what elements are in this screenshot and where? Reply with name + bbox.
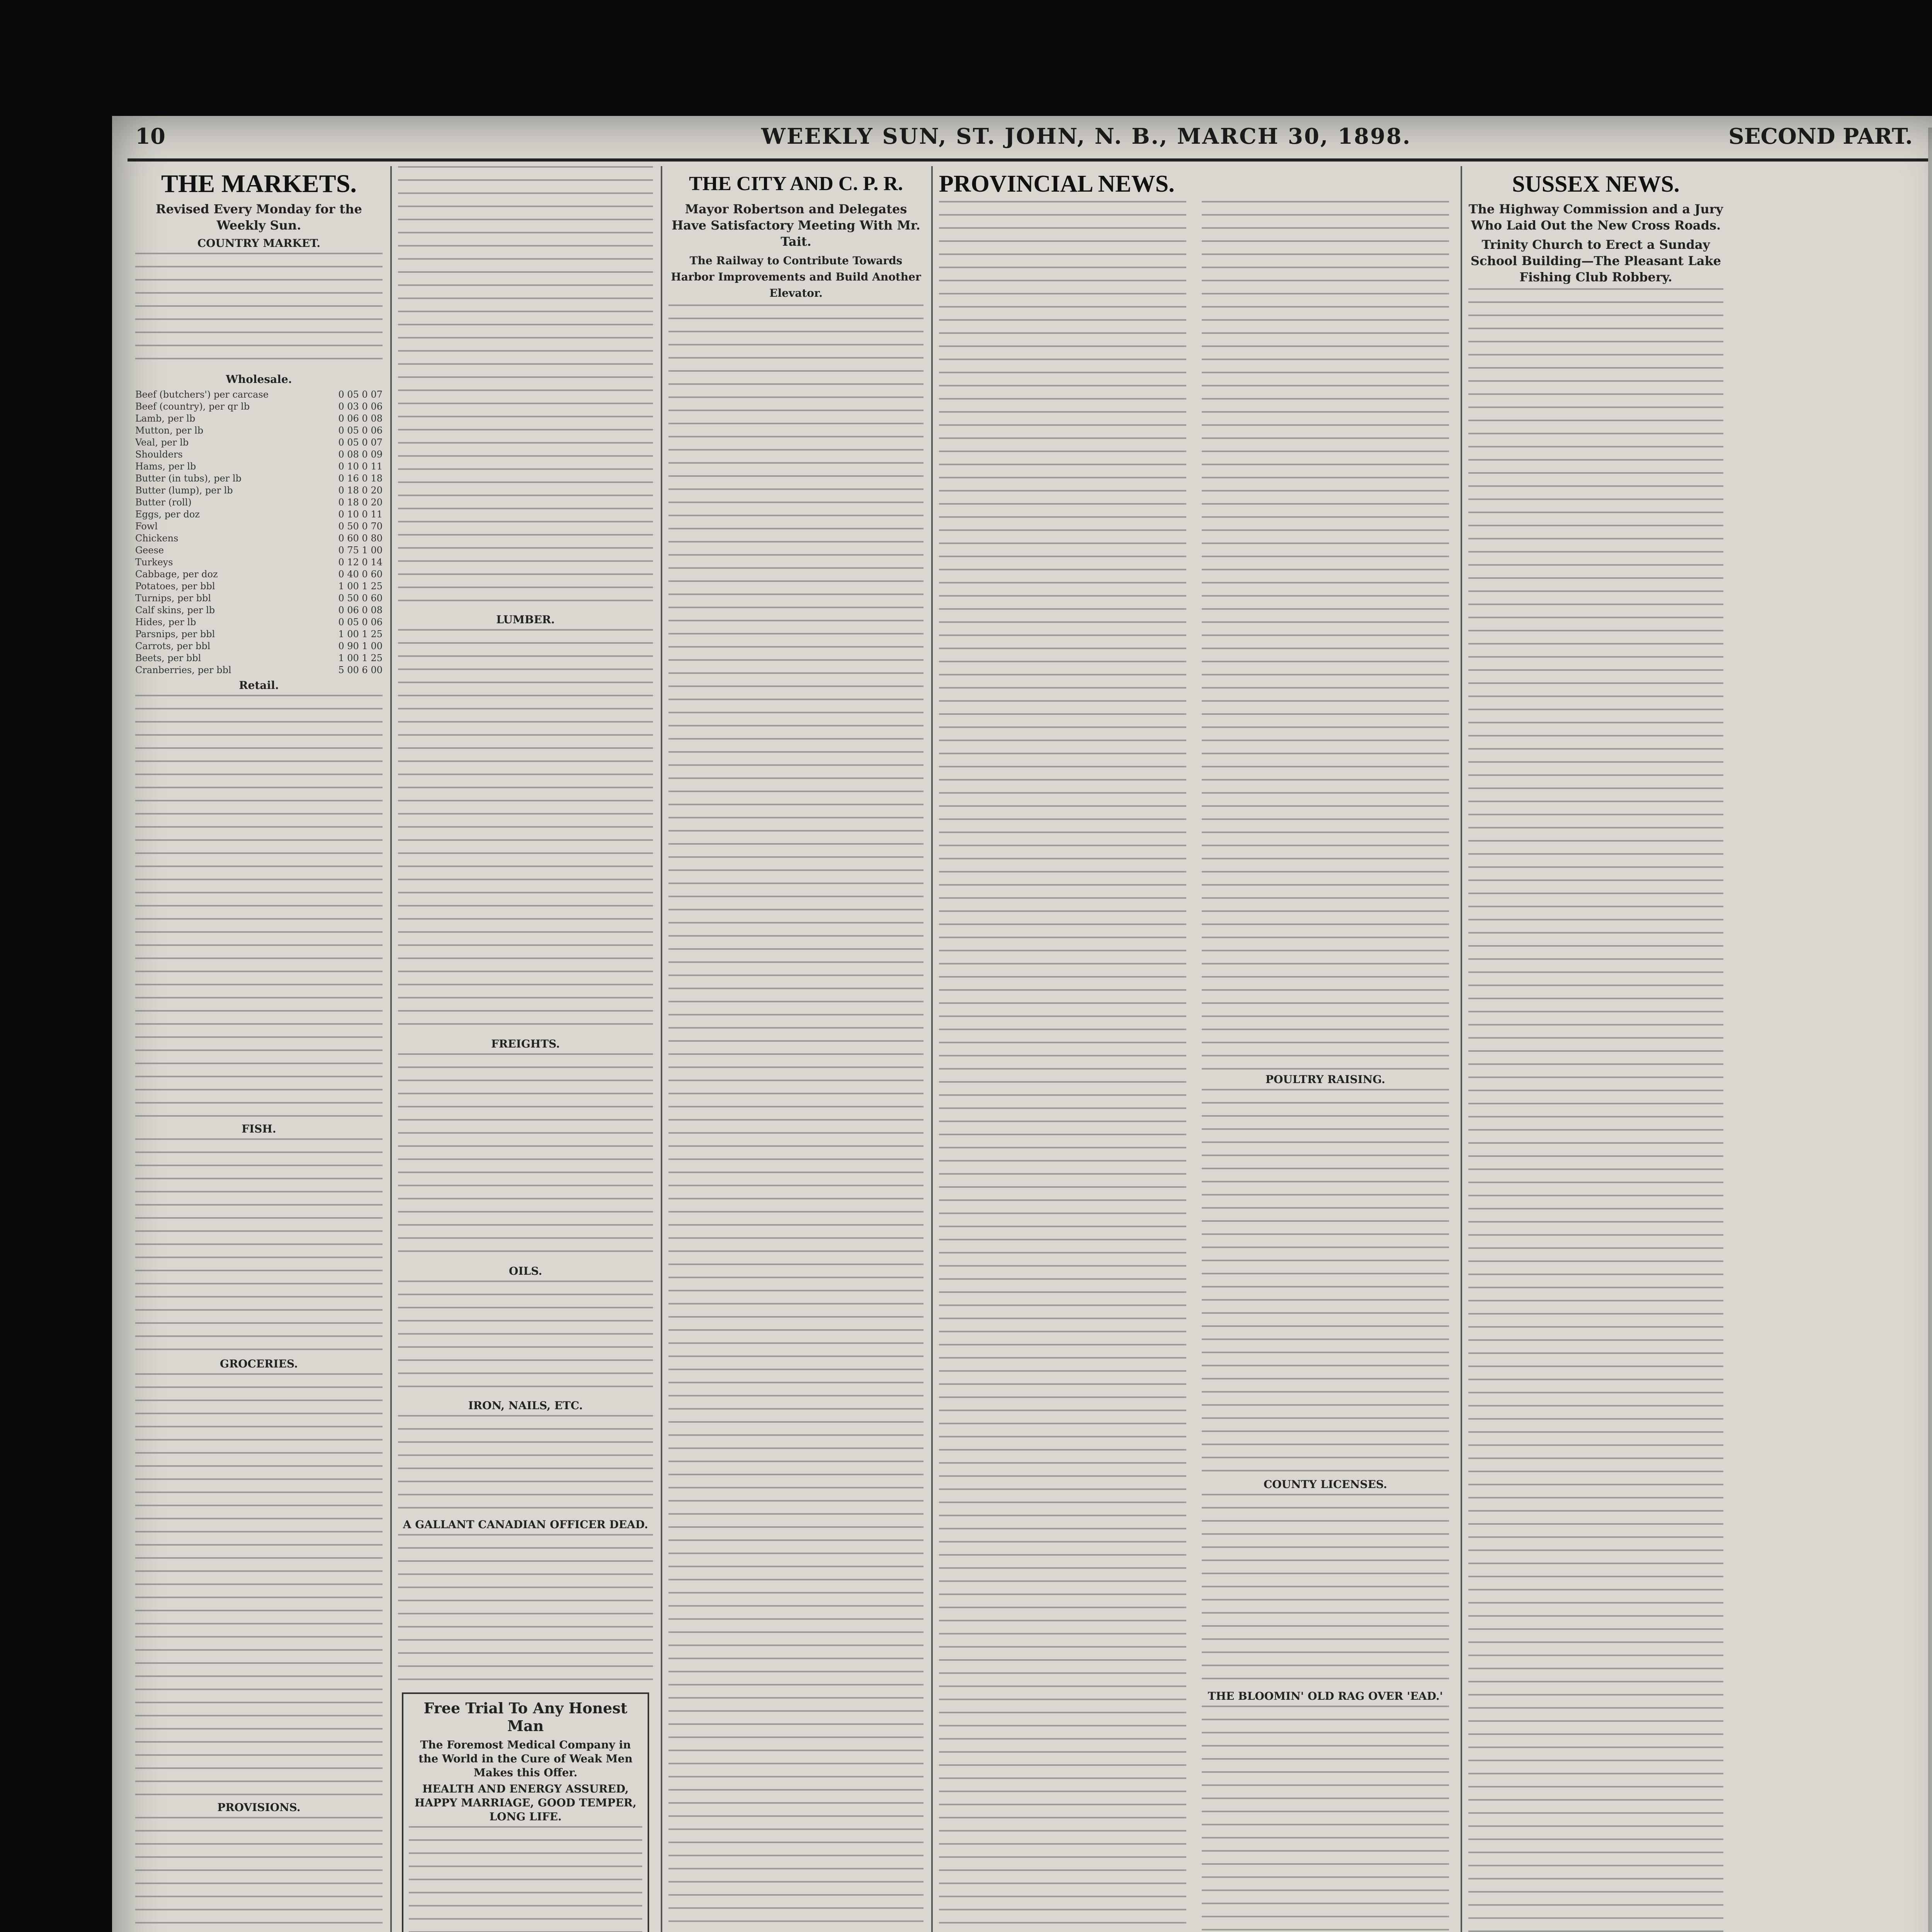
licenses-article bbox=[1202, 1494, 1449, 1687]
market-item-price: 5 00 6 00 bbox=[338, 665, 383, 675]
market-item-name: Mutton, per lb bbox=[135, 425, 204, 436]
iron-heading: IRON, NAILS, ETC. bbox=[468, 1399, 583, 1412]
sussex-article bbox=[1468, 288, 1723, 1932]
market-item-price: 0 16 0 18 bbox=[338, 473, 383, 484]
market-item-price: 0 12 0 14 bbox=[338, 557, 383, 568]
market-item-name: Potatoes, per bbl bbox=[135, 581, 215, 592]
oils-list bbox=[398, 1281, 653, 1396]
market-price-list bbox=[135, 389, 383, 676]
rag-heading: THE BLOOMIN' OLD RAG OVER 'EAD.' bbox=[1208, 1690, 1443, 1702]
market-item-price: 0 05 0 06 bbox=[338, 425, 383, 436]
markets-column bbox=[135, 166, 383, 1932]
market-item-price: 0 06 0 08 bbox=[338, 605, 383, 616]
city-cpr-article bbox=[668, 304, 923, 1932]
provincial-news-right bbox=[1202, 201, 1449, 1932]
market-row bbox=[135, 389, 383, 401]
ad-title: Free Trial To Any Honest Man bbox=[423, 1699, 628, 1735]
market-row bbox=[135, 473, 383, 485]
market-item-name: Lamb, per lb bbox=[135, 413, 196, 424]
medical-advertisement bbox=[402, 1692, 649, 1932]
market-item-price: 0 90 1 00 bbox=[338, 641, 383, 651]
lumber-heading: LUMBER. bbox=[496, 613, 555, 626]
retail-heading: Retail. bbox=[239, 679, 279, 692]
market-row bbox=[135, 509, 383, 520]
market-row bbox=[135, 485, 383, 497]
provincial-news-body bbox=[939, 201, 1453, 1932]
market-item-name: Butter (in tubs), per lb bbox=[135, 473, 242, 484]
market-item-price: 0 18 0 20 bbox=[338, 497, 383, 508]
market-item-price: 0 10 0 11 bbox=[338, 509, 383, 520]
market-item-name: Butter (roll) bbox=[135, 497, 192, 508]
market-item-price: 1 00 1 25 bbox=[338, 629, 383, 639]
produce-list bbox=[398, 166, 653, 611]
iron-list bbox=[398, 1415, 653, 1515]
market-row bbox=[135, 604, 383, 616]
header-rule bbox=[128, 158, 1932, 162]
markets-title: THE MARKETS. bbox=[161, 170, 357, 198]
column-rule bbox=[390, 166, 392, 1932]
ad-body bbox=[409, 1826, 642, 1932]
market-item-price: 0 40 0 60 bbox=[338, 569, 383, 580]
market-row bbox=[135, 413, 383, 425]
fish-heading: FISH. bbox=[242, 1122, 276, 1135]
market-item-price: 0 18 0 20 bbox=[338, 485, 383, 496]
city-cpr-deck2: The Railway to Contribute Towards Harbor Improvements and Build Another Elevator. bbox=[671, 254, 921, 299]
sussex-news-column bbox=[1468, 166, 1723, 1932]
ad-tagline: HEALTH AND ENERGY ASSURED, HAPPY MARRIAGE, GOOD TEMPER, LONG LIFE. bbox=[414, 1782, 637, 1823]
market-item-price: 0 05 0 07 bbox=[338, 437, 383, 448]
market-row bbox=[135, 640, 383, 652]
market-item-name: Beef (butchers') per carcase bbox=[135, 389, 269, 400]
market-item-price: 0 50 0 60 bbox=[338, 593, 383, 604]
lumber-list bbox=[398, 629, 653, 1035]
market-row bbox=[135, 461, 383, 473]
market-row bbox=[135, 592, 383, 604]
market-row bbox=[135, 437, 383, 449]
market-item-name: Beets, per bbl bbox=[135, 653, 201, 663]
provincial-news-column bbox=[939, 166, 1453, 1932]
market-item-name: Hams, per lb bbox=[135, 461, 196, 472]
market-item-price: 0 10 0 11 bbox=[338, 461, 383, 472]
provisions-list bbox=[135, 1817, 383, 1932]
sussex-deck1: The Highway Commission and a Jury Who Laid Out the New Cross Roads. bbox=[1468, 202, 1723, 233]
market-row bbox=[135, 425, 383, 437]
poultry-heading: POULTRY RAISING. bbox=[1265, 1073, 1385, 1086]
page-number: 10 bbox=[135, 124, 165, 149]
groceries-heading: GROCERIES. bbox=[220, 1357, 298, 1370]
fish-list bbox=[135, 1138, 383, 1355]
ad-subtitle: The Foremost Medical Company in the World in the Cure of Weak Men Makes this Offer. bbox=[418, 1738, 633, 1779]
market-item-price: 0 03 0 06 bbox=[338, 401, 383, 412]
market-item-price: 0 75 1 00 bbox=[338, 545, 383, 556]
freights-list bbox=[398, 1053, 653, 1262]
market-row bbox=[135, 497, 383, 509]
provincial-news-title: PROVINCIAL NEWS. bbox=[939, 171, 1175, 197]
market-item-name: Veal, per lb bbox=[135, 437, 189, 448]
market-row bbox=[135, 532, 383, 544]
market-item-name: Chickens bbox=[135, 533, 179, 544]
country-market-heading: COUNTRY MARKET. bbox=[197, 237, 321, 250]
market-item-price: 0 06 0 08 bbox=[338, 413, 383, 424]
sussex-deck2: Trinity Church to Erect a Sunday School Building—The Pleasant Lake Fishing Club Robbery. bbox=[1470, 237, 1721, 284]
market-row bbox=[135, 616, 383, 628]
city-cpr-column bbox=[668, 166, 923, 1932]
market-item-name: Turnips, per bbl bbox=[135, 593, 211, 604]
sussex-news-title: SUSSEX NEWS. bbox=[1512, 171, 1680, 197]
market-item-price: 0 08 0 09 bbox=[338, 449, 383, 460]
poultry-article bbox=[1202, 1089, 1449, 1475]
market-item-name: Eggs, per doz bbox=[135, 509, 200, 520]
market-row bbox=[135, 556, 383, 568]
market-row bbox=[135, 580, 383, 592]
market-item-name: Fowl bbox=[135, 521, 158, 532]
officer-article bbox=[398, 1534, 653, 1681]
market-row bbox=[135, 664, 383, 676]
market-item-price: 1 00 1 25 bbox=[338, 653, 383, 663]
market-row bbox=[135, 520, 383, 532]
market-item-price: 0 60 0 80 bbox=[338, 533, 383, 544]
part-label: SECOND PART. bbox=[1728, 124, 1913, 149]
market-item-name: Hides, per lb bbox=[135, 617, 196, 628]
market-item-name: Shoulders bbox=[135, 449, 183, 460]
column-rule bbox=[1461, 166, 1462, 1932]
market-row bbox=[135, 652, 383, 664]
market-item-name: Parsnips, per bbl bbox=[135, 629, 215, 639]
market-row bbox=[135, 544, 383, 556]
market-item-name: Butter (lump), per lb bbox=[135, 485, 233, 496]
retail-list bbox=[135, 695, 383, 1120]
wholesale-heading: Wholesale. bbox=[226, 373, 292, 386]
freights-heading: FREIGHTS. bbox=[491, 1037, 560, 1050]
groceries-list bbox=[135, 1373, 383, 1798]
column-rule bbox=[661, 166, 662, 1932]
lumber-column bbox=[398, 166, 653, 1932]
markets-subtitle: Revised Every Monday for the Weekly Sun. bbox=[156, 202, 362, 233]
city-cpr-deck1: Mayor Robertson and Delegates Have Satisfactory Meeting With Mr. Tait. bbox=[672, 202, 920, 249]
provincial-news-cont bbox=[1202, 201, 1449, 1070]
market-item-name: Cabbage, per doz bbox=[135, 569, 218, 580]
masthead: WEEKLY SUN, ST. JOHN, N. B., MARCH 30, 1898. bbox=[761, 124, 1412, 149]
provisions-heading: PROVISIONS. bbox=[217, 1801, 301, 1814]
provincial-news-left bbox=[939, 201, 1186, 1932]
market-item-name: Cranberries, per bbl bbox=[135, 665, 231, 675]
market-row bbox=[135, 628, 383, 640]
page-header bbox=[128, 116, 1932, 155]
column-rule bbox=[931, 166, 933, 1932]
market-row bbox=[135, 449, 383, 461]
officer-heading: A GALLANT CANADIAN OFFICER DEAD. bbox=[403, 1518, 648, 1531]
market-item-name: Carrots, per bbl bbox=[135, 641, 211, 651]
adjacent-page-strip bbox=[1928, 128, 1932, 1932]
market-item-price: 0 05 0 06 bbox=[338, 617, 383, 628]
newspaper-page bbox=[112, 116, 1932, 1932]
market-row bbox=[135, 401, 383, 413]
licenses-heading: COUNTY LICENSES. bbox=[1264, 1478, 1387, 1491]
rag-article bbox=[1202, 1706, 1449, 1932]
market-item-price: 0 05 0 07 bbox=[338, 389, 383, 400]
market-item-name: Calf skins, per lb bbox=[135, 605, 215, 616]
market-item-price: 1 00 1 25 bbox=[338, 581, 383, 592]
market-item-name: Beef (country), per qr lb bbox=[135, 401, 250, 412]
market-item-name: Turkeys bbox=[135, 557, 173, 568]
market-intro bbox=[135, 253, 383, 369]
market-row bbox=[135, 568, 383, 580]
city-cpr-title: THE CITY AND C. P. R. bbox=[689, 173, 903, 195]
market-item-name: Geese bbox=[135, 545, 164, 556]
market-item-price: 0 50 0 70 bbox=[338, 521, 383, 532]
oils-heading: OILS. bbox=[509, 1265, 543, 1277]
